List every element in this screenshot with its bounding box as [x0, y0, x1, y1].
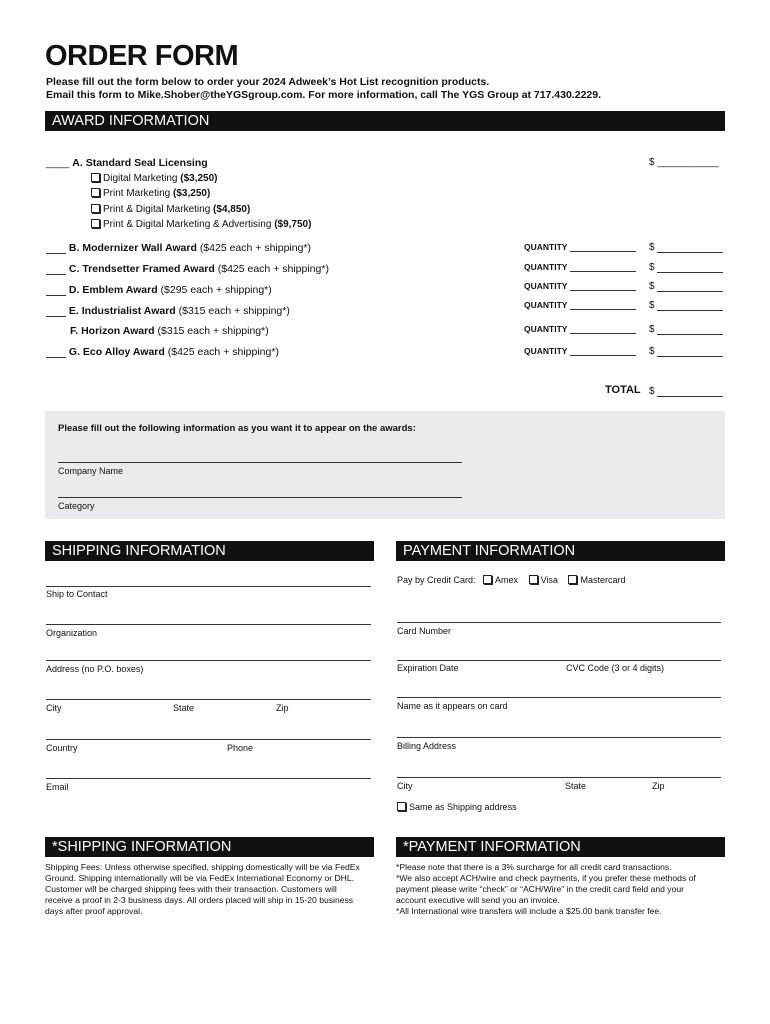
seal-option-2[interactable]	[91, 204, 250, 215]
checkbox-icon	[568, 575, 577, 584]
seal-option-1[interactable]	[91, 188, 210, 199]
visa-option[interactable]: Visa	[529, 575, 558, 585]
cvc-label: CVC Code (3 or 4 digits)	[566, 663, 665, 673]
award-name: F. Horizon Award	[70, 325, 155, 337]
address-input[interactable]	[46, 660, 371, 661]
quantity-field-e[interactable]: QUANTITY	[524, 300, 636, 310]
price-field-d[interactable]: $	[649, 281, 723, 292]
price-field-b[interactable]: $	[649, 242, 723, 253]
amex-option[interactable]: Amex	[483, 575, 518, 585]
page-title: ORDER FORM	[45, 40, 239, 72]
seal-option-3[interactable]	[91, 219, 311, 230]
category-input[interactable]	[58, 497, 462, 498]
payment-section-header: PAYMENT INFORMATION	[396, 541, 725, 561]
mastercard-option[interactable]: Mastercard	[568, 575, 625, 585]
shipping-section-header: SHIPPING INFORMATION	[45, 541, 374, 561]
shipping-notes-header: *SHIPPING INFORMATION	[45, 837, 374, 857]
intro-line-1: Please fill out the form below to order your 2024 Adweek’s Hot List recognition products.	[46, 76, 490, 88]
option-label: Print Marketing	[103, 188, 171, 199]
ship-to-contact-input[interactable]	[46, 586, 371, 587]
address-label: Address (no P.O. boxes)	[46, 664, 144, 674]
expiration-label: Expiration Date	[397, 663, 459, 673]
award-name: B. Modernizer Wall Award	[68, 242, 197, 254]
pay-by-card-row	[397, 575, 633, 585]
award-name: G. Eco Alloy Award	[68, 346, 165, 358]
quantity-field-d[interactable]: QUANTITY	[524, 281, 636, 291]
pay-by-label: Pay by Credit Card:	[397, 575, 476, 585]
checkbox-icon	[483, 575, 492, 584]
city-state-zip-input[interactable]	[46, 699, 371, 700]
option-label: Digital Marketing	[103, 173, 178, 184]
quantity-field-c[interactable]: QUANTITY	[524, 262, 636, 272]
ship-to-contact-label: Ship to Contact	[46, 589, 108, 599]
quantity-field-g[interactable]: QUANTITY	[524, 346, 636, 356]
award-g-blank[interactable]	[46, 357, 66, 358]
shipping-notes-text: Shipping Fees: Unless otherwise specified, shipping domestically will be via FedEx Ground. Shipping internationally will be via FedEx International Economy or DHL. Customer will be charged shipping fees with their transaction. Customers will receive a proof in 2-3 business days. All orders placed will ship in 15-20 business days after proof approval.	[45, 862, 360, 916]
award-item-d	[46, 284, 272, 296]
award-c-blank[interactable]	[46, 274, 66, 275]
same-as-shipping-option[interactable]	[397, 802, 517, 812]
quantity-field-f[interactable]: QUANTITY	[524, 324, 636, 334]
card-number-input[interactable]	[397, 622, 721, 623]
billing-address-input[interactable]	[397, 737, 721, 738]
organization-label: Organization	[46, 628, 98, 638]
award-item-e	[46, 305, 290, 317]
payment-notes-header: *PAYMENT INFORMATION	[396, 837, 725, 857]
zip-label: Zip	[276, 703, 289, 713]
checkbox-icon	[529, 575, 538, 584]
price-field-f[interactable]: $	[649, 324, 723, 335]
billing-city-state-zip-input[interactable]	[397, 777, 721, 778]
expiration-cvc-input[interactable]	[397, 660, 721, 661]
checkbox-icon[interactable]	[91, 188, 100, 197]
award-detail: ($425 each + shipping*)	[217, 263, 329, 275]
award-d-blank[interactable]	[46, 295, 66, 296]
intro-line-2: Email this form to Mike.Shober@theYGSgroup.com. For more information, call The YGS Group at 717.430.2229.	[46, 89, 602, 101]
checkbox-icon[interactable]	[91, 204, 100, 213]
option-price: ($4,850)	[213, 204, 251, 215]
price-field-g[interactable]: $	[649, 346, 723, 357]
award-detail: ($295 each + shipping*)	[160, 284, 272, 296]
checkbox-icon[interactable]	[91, 173, 100, 182]
seal-label: A. Standard Seal Licensing	[72, 157, 208, 169]
seal-licensing-row	[46, 157, 208, 169]
award-text-instruction: Please fill out the following information as you want it to appear on the awards:	[58, 423, 416, 434]
option-price: ($3,250)	[173, 188, 211, 199]
category-label: Category	[58, 501, 95, 511]
checkbox-icon[interactable]	[397, 802, 406, 811]
card-number-label: Card Number	[397, 626, 452, 636]
award-detail: ($425 each + shipping*)	[199, 242, 312, 254]
billing-address-label: Billing Address	[397, 741, 457, 751]
award-detail: ($425 each + shipping*)	[167, 346, 279, 358]
country-phone-input[interactable]	[46, 739, 371, 740]
state-label: State	[173, 703, 195, 713]
phone-label: Phone	[227, 743, 254, 753]
award-name: E. Industrialist Award	[68, 305, 176, 317]
award-name: D. Emblem Award	[68, 284, 158, 296]
seal-option-0[interactable]	[91, 173, 218, 184]
total-label: TOTAL	[605, 384, 641, 396]
country-label: Country	[46, 743, 78, 753]
same-as-shipping-label: Same as Shipping address	[409, 802, 517, 812]
option-price: ($3,250)	[180, 173, 218, 184]
billing-city-label: City	[397, 781, 413, 791]
email-input[interactable]	[46, 778, 371, 779]
award-b-blank[interactable]	[46, 253, 66, 254]
award-name: C. Trendsetter Framed Award	[68, 263, 215, 275]
email-label: Email	[46, 782, 69, 792]
award-detail: ($315 each + shipping*)	[157, 325, 269, 337]
billing-state-label: State	[565, 781, 587, 791]
option-price: ($9,750)	[274, 219, 312, 230]
checkbox-icon[interactable]	[91, 219, 100, 228]
city-label: City	[46, 703, 62, 713]
option-label: Print & Digital Marketing	[103, 204, 211, 215]
payment-notes-text: *Please note that there is a 3% surcharge for all credit card transactions. *We also accept ACH/wire and check payments, if you prefer these methods of payment please write “check” or “ACH/Wire” in the credit card field and your account executive will send you an invoice. *All International wire transfers will include a $25.00 bank transfer fee.	[396, 862, 696, 916]
award-item-g	[46, 346, 279, 358]
seal-blank[interactable]: ____	[46, 157, 70, 169]
company-name-input[interactable]	[58, 462, 462, 463]
award-item-f	[70, 325, 269, 337]
quantity-field-b[interactable]: QUANTITY	[524, 242, 636, 252]
name-on-card-input[interactable]	[397, 697, 721, 698]
price-field-e[interactable]: $	[649, 300, 723, 311]
billing-zip-label: Zip	[652, 781, 665, 791]
award-item-c	[46, 263, 329, 275]
award-e-blank[interactable]	[46, 316, 66, 317]
organization-input[interactable]	[46, 624, 371, 625]
option-label: Print & Digital Marketing & Advertising	[103, 219, 272, 230]
name-on-card-label: Name as it appears on card	[397, 701, 508, 711]
price-field-c[interactable]: $	[649, 262, 723, 273]
seal-price-field[interactable]: $ ___________	[649, 157, 719, 168]
total-field[interactable]: $	[649, 386, 723, 397]
award-section-header: AWARD INFORMATION	[45, 111, 725, 131]
award-item-b	[46, 242, 311, 254]
award-detail: ($315 each + shipping*)	[178, 305, 290, 317]
company-name-label: Company Name	[58, 466, 124, 476]
